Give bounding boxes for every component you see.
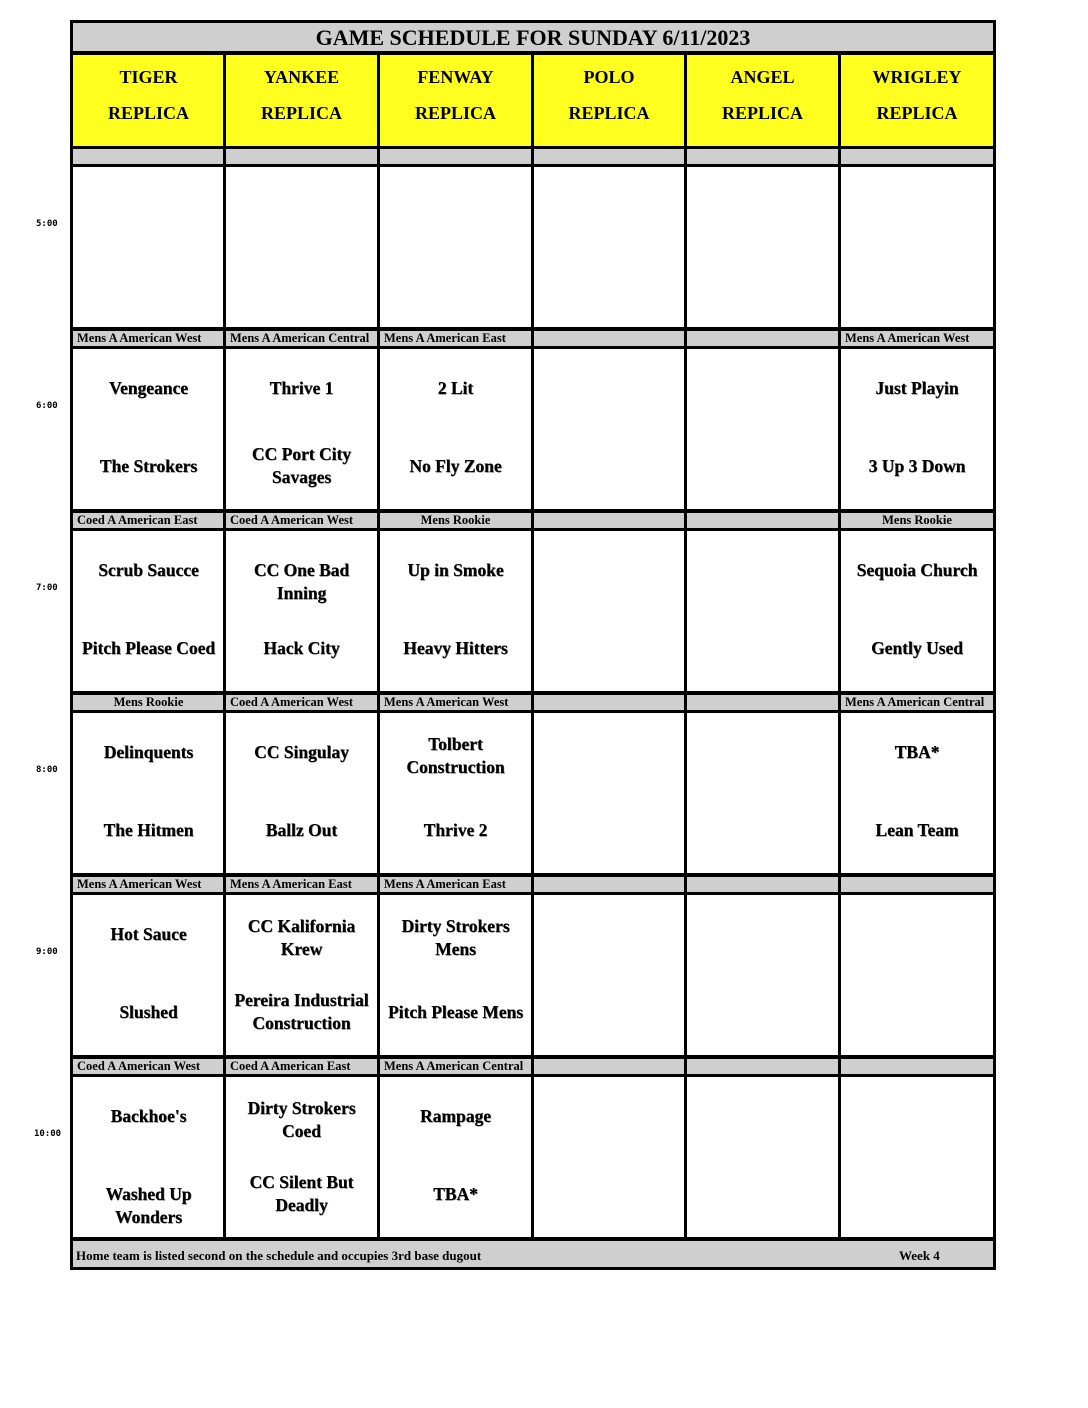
field-type: REPLICA [876, 103, 958, 123]
division-label: Mens A American West [838, 328, 996, 349]
home-team: No Fly Zone [409, 456, 502, 476]
division-label: Coed A American West [223, 510, 380, 531]
game-cell [838, 1074, 996, 1240]
game-cell [377, 892, 534, 1058]
time-label: 9:00 [36, 947, 58, 957]
away-team: CC Kalifornia Krew [247, 916, 356, 959]
game-cell [684, 346, 841, 512]
division-label: Mens A American West [377, 692, 534, 713]
home-team: Lean Team [875, 820, 959, 840]
home-team: Hack City [263, 638, 340, 658]
game-cell [838, 164, 996, 330]
away-team: Hot Sauce [110, 924, 187, 944]
field-name: POLO [583, 67, 635, 87]
away-team: Tolbert Construction [406, 734, 505, 777]
division-label: Coed A American West [70, 1056, 227, 1077]
game-cell [70, 1074, 227, 1240]
home-team: Pitch Please Mens [387, 1002, 524, 1022]
game-cell [838, 346, 996, 512]
field-type: REPLICA [107, 103, 189, 123]
home-team: Gently Used [871, 638, 963, 658]
field-name: YANKEE [263, 67, 340, 87]
home-team: Washed Up Wonders [105, 1184, 192, 1227]
away-team: Just Playin [875, 378, 959, 398]
away-team: Dirty Strokers Coed [247, 1098, 356, 1141]
game-cell [531, 164, 687, 330]
game-cell [223, 1074, 380, 1240]
away-team: CC Singulay [254, 742, 349, 762]
game-cell [223, 346, 380, 512]
game-cell [531, 346, 687, 512]
game-cell [377, 346, 534, 512]
home-team: Pereira Industrial Construction [234, 990, 369, 1033]
game-cell [531, 1074, 687, 1240]
field-name: TIGER [119, 67, 178, 87]
game-cell [838, 892, 996, 1058]
game-cell [223, 710, 380, 876]
home-team: The Strokers [99, 456, 198, 476]
game-cell [377, 710, 534, 876]
division-label: Coed A American East [223, 1056, 380, 1077]
home-team: CC Port City Savages [251, 444, 352, 487]
away-team: CC One Bad Inning [253, 560, 350, 603]
time-label: 7:00 [36, 583, 58, 593]
away-team: Sequoia Church [856, 560, 978, 580]
division-label: Coed A American West [223, 692, 380, 713]
game-cell [684, 528, 841, 694]
home-team: Pitch Please Coed [81, 638, 216, 658]
home-team: Thrive 2 [423, 820, 488, 840]
game-cell [70, 528, 227, 694]
division-label: Mens A American Central [377, 1056, 534, 1077]
home-team: Slushed [119, 1002, 178, 1022]
away-team: Thrive 1 [269, 378, 334, 398]
footer-bar [70, 1238, 996, 1270]
page-title: GAME SCHEDULE FOR SUNDAY 6/11/2023 [70, 20, 996, 54]
away-team: 2 Lit [437, 378, 474, 398]
game-cell [684, 1074, 841, 1240]
home-team: Ballz Out [265, 820, 338, 840]
field-name: WRIGLEY [872, 67, 962, 87]
game-cell [377, 1074, 534, 1240]
time-label: 5:00 [36, 219, 58, 229]
field-type: REPLICA [260, 103, 342, 123]
away-team: Up in Smoke [407, 560, 504, 580]
division-label: Coed A American East [70, 510, 227, 531]
division-label: Mens A American West [70, 328, 227, 349]
home-team: 3 Up 3 Down [868, 456, 966, 476]
division-label: Mens A American East [223, 874, 380, 895]
division-label: Mens Rookie [377, 510, 534, 531]
away-team: TBA* [894, 742, 940, 762]
game-cell [377, 164, 534, 330]
field-name: FENWAY [417, 67, 494, 87]
away-team: Vengeance [108, 378, 189, 398]
home-team: The Hitmen [103, 820, 194, 840]
game-cell [223, 528, 380, 694]
game-cell [684, 164, 841, 330]
time-label: 6:00 [36, 401, 58, 411]
field-name: ANGEL [730, 67, 795, 87]
division-label: Mens A American Central [838, 692, 996, 713]
home-team: TBA* [433, 1184, 478, 1204]
field-type: REPLICA [414, 103, 496, 123]
game-cell [838, 528, 996, 694]
away-team: Backhoe's [110, 1106, 187, 1126]
division-label: Mens Rookie [838, 510, 996, 531]
home-team-note: Home team is listed second on the schedule and occupies 3rd base dugout [76, 1248, 482, 1263]
home-team: CC Silent But Deadly [249, 1172, 354, 1215]
away-team: Rampage [420, 1106, 491, 1126]
game-cell [223, 892, 380, 1058]
game-cell [684, 892, 841, 1058]
game-cell [70, 710, 227, 876]
away-team: Scrub Saucce [98, 560, 199, 580]
field-type: REPLICA [721, 103, 803, 123]
game-cell [377, 528, 534, 694]
division-label: Mens A American West [70, 874, 227, 895]
game-cell [70, 346, 227, 512]
game-cell [531, 528, 687, 694]
away-team: Delinquents [103, 742, 194, 762]
game-cell [70, 892, 227, 1058]
time-label: 10:00 [34, 1129, 62, 1139]
division-label: Mens Rookie [70, 692, 227, 713]
game-cell [531, 892, 687, 1058]
division-label: Mens A American East [377, 874, 534, 895]
week-label: Week 4 [899, 1248, 940, 1263]
away-team: Dirty Strokers Mens [401, 916, 510, 959]
field-type: REPLICA [568, 103, 650, 123]
game-cell [531, 710, 687, 876]
game-cell [70, 164, 227, 330]
game-cell [684, 710, 841, 876]
time-label: 8:00 [36, 765, 58, 775]
home-team: Heavy Hitters [403, 638, 508, 658]
division-label: Mens A American East [377, 328, 534, 349]
game-cell [223, 164, 380, 330]
division-label: Mens A American Central [223, 328, 380, 349]
game-cell [838, 710, 996, 876]
